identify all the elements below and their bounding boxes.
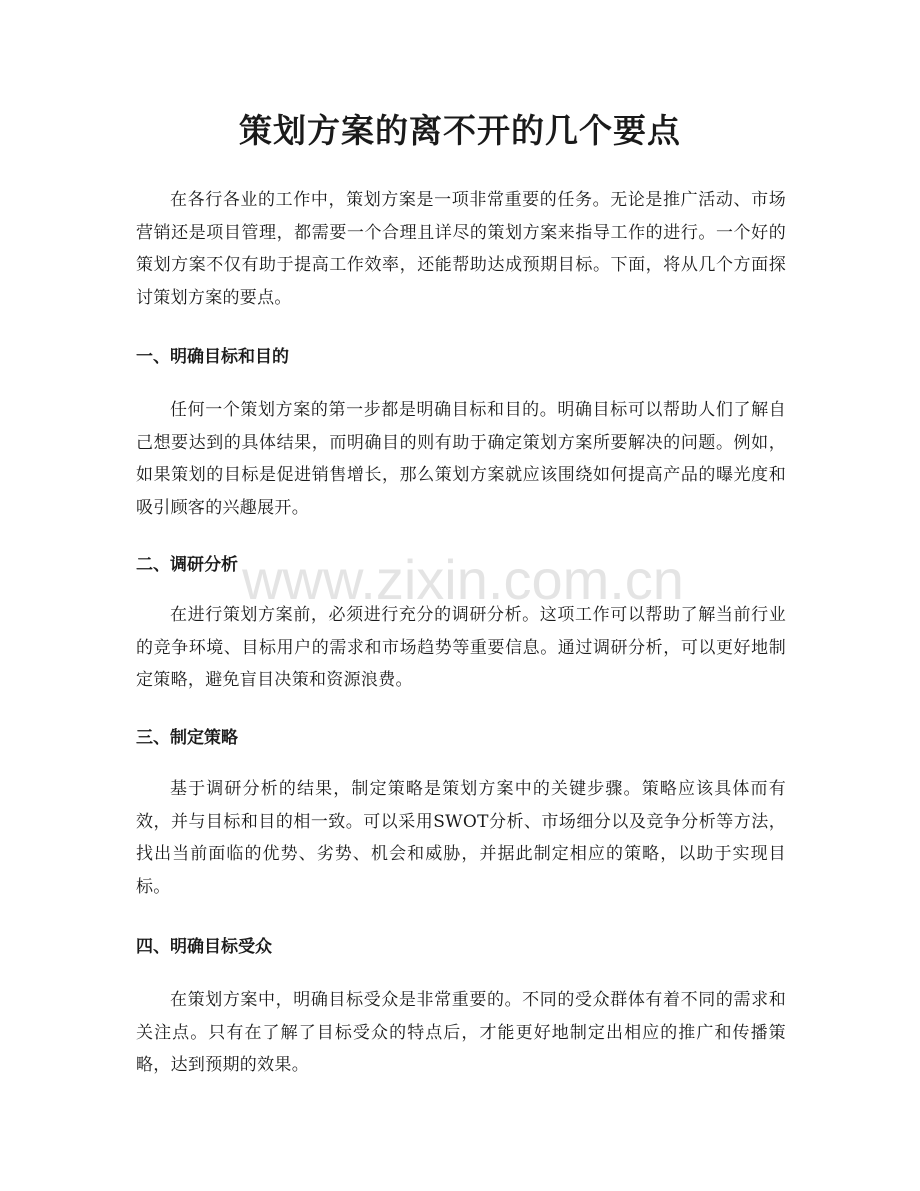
- intro-paragraph: 在各行各业的工作中，策划方案是一项非常重要的任务。无论是推广活动、市场营销还是项目管理，都需要一个合理且详尽的策划方案来指导工作的进行。一个好的策划方案不仅有助于提高工作效率，还能帮助达成预期目标。下面，将从几个方面探讨策划方案的要点。: [136, 190, 786, 308]
- section-4-heading: 四、明确目标受众: [136, 937, 272, 957]
- section-2-paragraph: 在进行策划方案前，必须进行充分的调研分析。这项工作可以帮助了解当前行业的竞争环境、目标用户的需求和市场趋势等重要信息。通过调研分析，可以更好地制定策略，避免盲目决策和资源浪费。: [136, 605, 786, 690]
- watermark: www.zixin.com.cn: [242, 548, 684, 611]
- section-1-heading: 一、明确目标和目的: [136, 347, 289, 367]
- document-title: 策划方案的离不开的几个要点: [239, 111, 681, 150]
- section-3-heading: 三、制定策略: [136, 728, 238, 748]
- section-1-paragraph: 任何一个策划方案的第一步都是明确目标和目的。明确目标可以帮助人们了解自己想要达到的具体结果，而明确目的则有助于确定策划方案所要解决的问题。例如，如果策划的目标是促进销售增长，那么策划方案就应该围绕如何提高产品的曝光度和吸引顾客的兴趣展开。: [136, 400, 786, 518]
- section-3-paragraph: 基于调研分析的结果，制定策略是策划方案中的关键步骤。策略应该具体而有效，并与目标和目的相一致。可以采用SWOT分析、市场细分以及竞争分析等方法，找出当前面临的优势、劣势、机会和威胁，并据此制定相应的策略，以助于实现目标。: [136, 779, 786, 897]
- section-2-heading: 二、调研分析: [136, 555, 238, 575]
- section-4-paragraph: 在策划方案中，明确目标受众是非常重要的。不同的受众群体有着不同的需求和关注点。只有在了解了目标受众的特点后，才能更好地制定出相应的推广和传播策略，达到预期的效果。: [136, 990, 786, 1075]
